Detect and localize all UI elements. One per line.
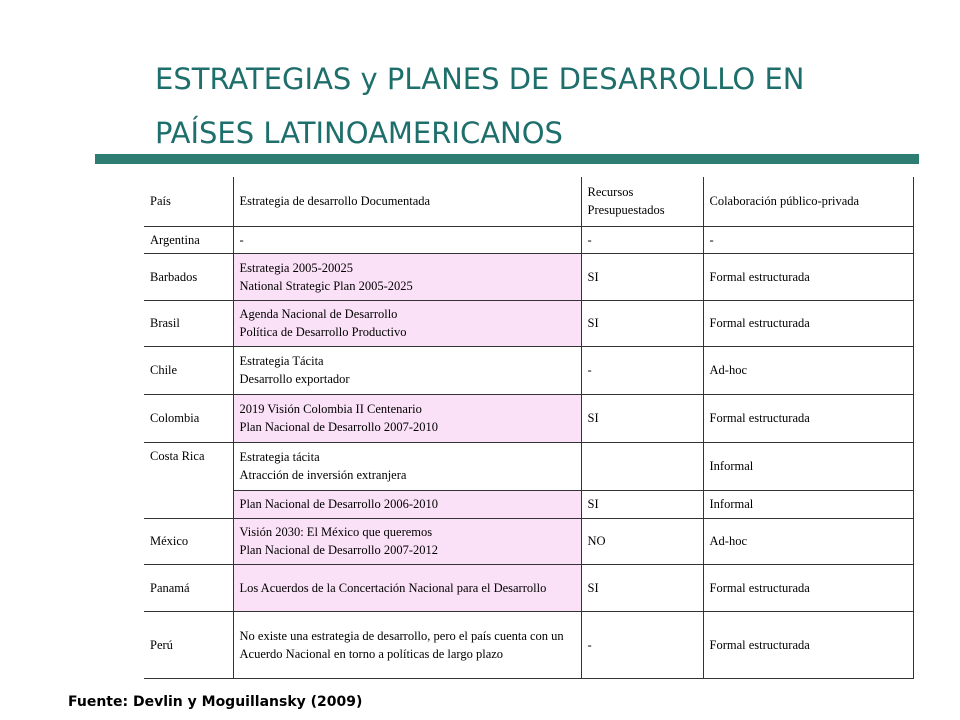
strategy-line-2: Atracción de inversión extranjera — [239, 468, 407, 482]
cell-country: Colombia — [144, 394, 233, 442]
cell-resources: - — [581, 226, 703, 253]
cell-collaboration: Ad-hoc — [703, 518, 913, 564]
cell-resources: - — [581, 346, 703, 394]
table-row-mexico — [144, 518, 913, 564]
cell-strategy: Plan Nacional de Desarrollo 2006-2010 — [233, 490, 581, 518]
table-row-argentina — [144, 226, 913, 253]
cell-collaboration: Informal — [703, 490, 913, 518]
header-country: País — [144, 177, 233, 226]
cell-country: Brasil — [144, 300, 233, 346]
cell-collaboration: Formal estructurada — [703, 253, 913, 300]
cell-collaboration: Formal estructurada — [703, 300, 913, 346]
strategies-table — [144, 177, 914, 679]
cell-collaboration: - — [703, 226, 913, 253]
cell-country: Panamá — [144, 564, 233, 611]
cell-resources: SI — [581, 394, 703, 442]
strategy-line-1: Agenda Nacional de Desarrollo — [239, 307, 398, 321]
strategy-line-2: Plan Nacional de Desarrollo 2007-2012 — [239, 543, 439, 557]
cell-strategy: Los Acuerdos de la Concertación Nacional para el Desarrollo — [233, 564, 581, 611]
strategy-line-2: Desarrollo exportador — [239, 372, 350, 386]
strategy-line-1: Estrategia Tácita — [239, 354, 324, 368]
cell-strategy — [233, 253, 581, 300]
cell-strategy: No existe una estrategia de desarrollo, pero el país cuenta con un Acuerdo Nacional en torno a políticas de largo plazo — [233, 611, 581, 678]
strategy-line-1: Visión 2030: El México que queremos — [239, 525, 433, 539]
table-row-chile — [144, 346, 913, 394]
strategy-line-2: Política de Desarrollo Productivo — [239, 325, 407, 339]
cell-resources: SI — [581, 300, 703, 346]
cell-collaboration: Informal — [703, 442, 913, 490]
strategy-line-1: Estrategia tácita — [239, 450, 320, 464]
cell-country: Costa Rica — [144, 442, 233, 518]
strategy-line-1: Estrategia 2005-20025 — [239, 260, 354, 275]
cell-country: Argentina — [144, 226, 233, 253]
table-row-barbados — [144, 253, 913, 300]
table-header-row — [144, 177, 913, 226]
slide-title-line-1: ESTRATEGIAS y PLANES DE DESARROLLO EN — [155, 62, 805, 96]
table-row-panama — [144, 564, 913, 611]
cell-resources: SI — [581, 490, 703, 518]
cell-resources — [581, 442, 703, 490]
table-row-costa-rica — [144, 442, 913, 490]
cell-country: Barbados — [144, 253, 233, 300]
cell-strategy — [233, 300, 581, 346]
slide-title — [155, 52, 915, 160]
cell-strategy — [233, 394, 581, 442]
cell-strategy: - — [233, 226, 581, 253]
cell-country: Chile — [144, 346, 233, 394]
cell-resources: - — [581, 611, 703, 678]
cell-collaboration: Formal estructurada — [703, 611, 913, 678]
source-citation: Fuente: Devlin y Moguillansky (2009) — [68, 694, 363, 710]
strategy-line-2: National Strategic Plan 2005-2025 — [239, 278, 413, 293]
cell-strategy — [233, 518, 581, 564]
title-divider — [95, 154, 919, 164]
strategy-line-2: Plan Nacional de Desarrollo 2007-2010 — [239, 420, 439, 434]
slide-title-line-2: PAÍSES LATINOAMERICANOS — [155, 116, 563, 150]
table-row-costa-rica-2 — [144, 490, 913, 518]
header-collaboration: Colaboración público-privada — [703, 177, 913, 226]
table-row-colombia — [144, 394, 913, 442]
table-row-peru — [144, 611, 913, 678]
header-resources: Recursos Presupuestados — [581, 177, 703, 226]
cell-country: Perú — [144, 611, 233, 678]
cell-collaboration: Formal estructurada — [703, 564, 913, 611]
table-row-brasil — [144, 300, 913, 346]
cell-country: México — [144, 518, 233, 564]
cell-resources: SI — [581, 253, 703, 300]
cell-resources: SI — [581, 564, 703, 611]
header-strategy: Estrategia de desarrollo Documentada — [233, 177, 581, 226]
cell-strategy — [233, 346, 581, 394]
strategy-line-1: 2019 Visión Colombia II Centenario — [239, 402, 422, 416]
cell-collaboration: Formal estructurada — [703, 394, 913, 442]
cell-collaboration: Ad-hoc — [703, 346, 913, 394]
cell-strategy — [233, 442, 581, 490]
cell-resources: NO — [581, 518, 703, 564]
